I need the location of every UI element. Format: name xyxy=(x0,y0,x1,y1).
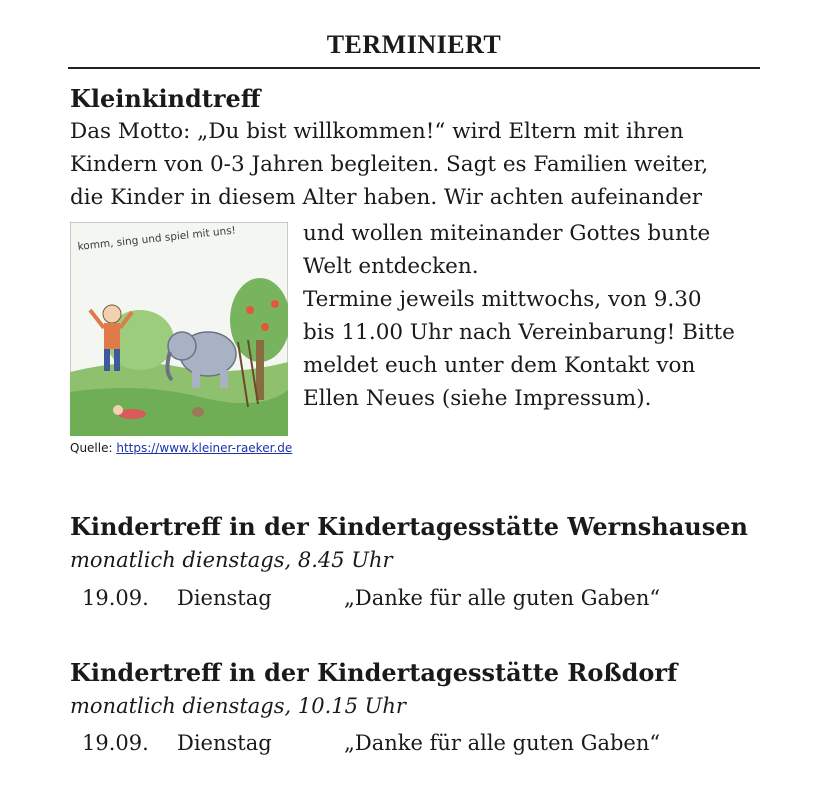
event-row xyxy=(82,586,762,616)
kleinkindtreff-text-line: Kindern von 0-3 Jahren begleiten. Sagt es Familien weiter, xyxy=(70,152,709,177)
rossdorf-schedule: monatlich dienstags, 10.15 Uhr xyxy=(70,694,406,718)
illustration-title: komm, sing und spiel mit uns! xyxy=(77,224,237,253)
kleinkindtreff-text-line: und wollen miteinander Gottes bunte xyxy=(303,221,711,246)
source-link[interactable]: https://www.kleiner-raeker.de xyxy=(116,441,293,455)
kleinkindtreff-text-line: meldet euch unter dem Kontakt von xyxy=(303,353,696,378)
title-divider xyxy=(68,67,760,69)
rossdorf-heading: Kindertreff in der Kindertagesstätte Roßdorf xyxy=(70,658,678,687)
image-source-caption xyxy=(70,441,292,455)
event-row xyxy=(82,731,762,761)
event-date: 19.09. xyxy=(82,731,149,755)
kleinkindtreff-heading: Kleinkindtreff xyxy=(70,84,261,113)
event-weekday: Dienstag xyxy=(177,586,272,610)
kleinkindtreff-text-line: Termine jeweils mittwochs, von 9.30 xyxy=(303,287,702,312)
event-weekday: Dienstag xyxy=(177,731,272,755)
kleinkindtreff-text-line: Ellen Neues (siehe Impressum). xyxy=(303,386,652,411)
wernshausen-schedule: monatlich dienstags, 8.45 Uhr xyxy=(70,548,393,572)
kleinkindtreff-text-line: Welt entdecken. xyxy=(303,254,479,279)
source-label: Quelle: xyxy=(70,441,113,455)
kleinkindtreff-text-line: bis 11.00 Uhr nach Vereinbarung! Bitte xyxy=(303,320,735,345)
event-title: „Danke für alle guten Gaben“ xyxy=(344,586,661,610)
kleinkindtreff-text-line: die Kinder in diesem Alter haben. Wir achten aufeinander xyxy=(70,185,702,210)
event-date: 19.09. xyxy=(82,586,149,610)
wernshausen-heading: Kindertreff in der Kindertagesstätte Wernshausen xyxy=(70,512,748,541)
event-title: „Danke für alle guten Gaben“ xyxy=(344,731,661,755)
kleinkindtreff-illustration xyxy=(70,222,288,436)
kleinkindtreff-text-line: Das Motto: „Du bist willkommen!“ wird Eltern mit ihren xyxy=(70,119,684,144)
page-title: TERMINIERT xyxy=(326,30,502,59)
